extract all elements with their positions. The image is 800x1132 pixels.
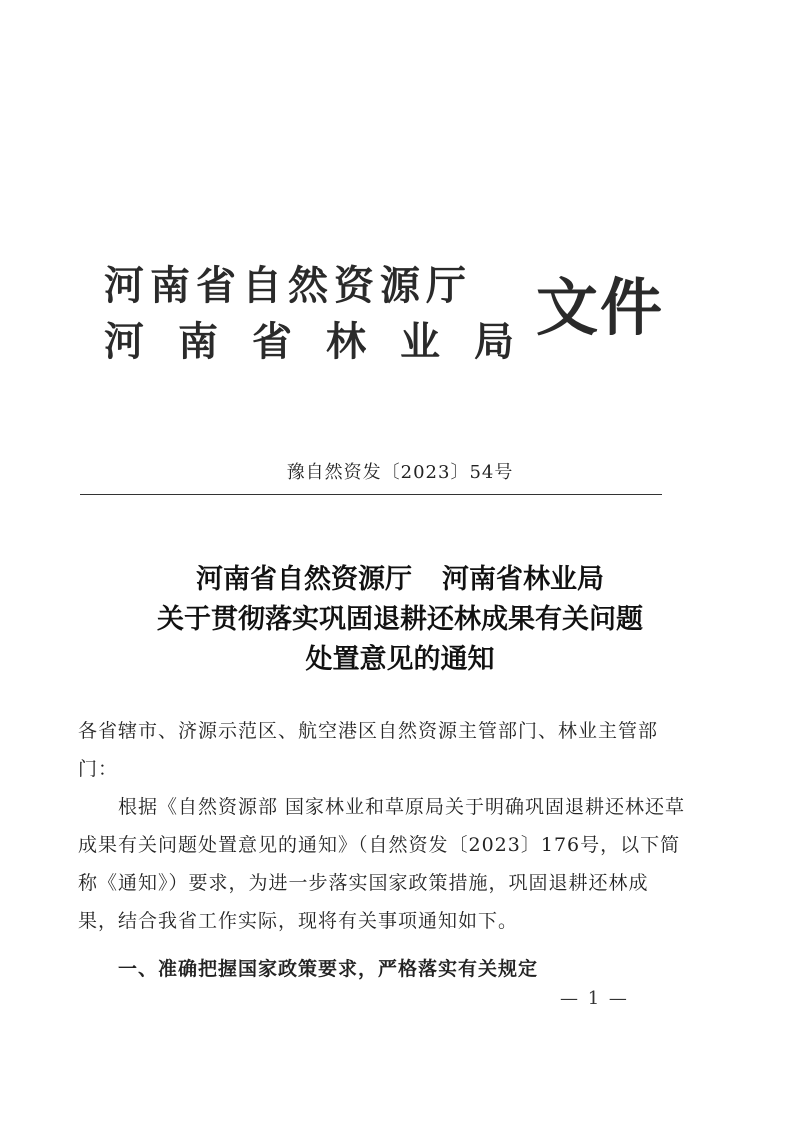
paragraph-1: 根据《自然资源部 国家林业和草原局关于明确巩固退耕还林还草成果有关问题处置意见的通知》（自然资发〔2023〕176号，以下简称《通知》）要求，为进一步落实国家政策措施，巩固退耕还林成果，结合我省工作实际，现将有关事项通知如下。 — [78, 796, 686, 932]
title-line-1 — [0, 560, 800, 600]
title-issuer-b: 河南省林业局 — [442, 564, 604, 595]
title-issuer-a: 河南省自然资源厅 — [196, 564, 412, 595]
page-number: — 1 — — [560, 988, 629, 1009]
doc-type: 文件 — [536, 271, 665, 344]
section-heading-1: 一、准确把握国家政策要求，严格落实有关规定 — [118, 958, 539, 980]
header-divider — [80, 494, 662, 495]
addressee: 各省辖市、济源示范区、航空港区自然资源主管部门、林业主管部门： — [78, 720, 659, 780]
title-line-2: 关于贯彻落实巩固退耕还林成果有关问题 — [157, 604, 643, 635]
document-number: 豫自然资发〔2023〕54号 — [286, 462, 514, 483]
issuer-line-1: 河南省自然资源厅 — [104, 262, 472, 309]
title-line-3: 处置意见的通知 — [305, 644, 495, 675]
document-title — [0, 560, 800, 680]
issuer-block — [104, 258, 548, 370]
document-body — [78, 712, 688, 940]
issuer-line-2: 河南省林业局 — [104, 318, 548, 365]
